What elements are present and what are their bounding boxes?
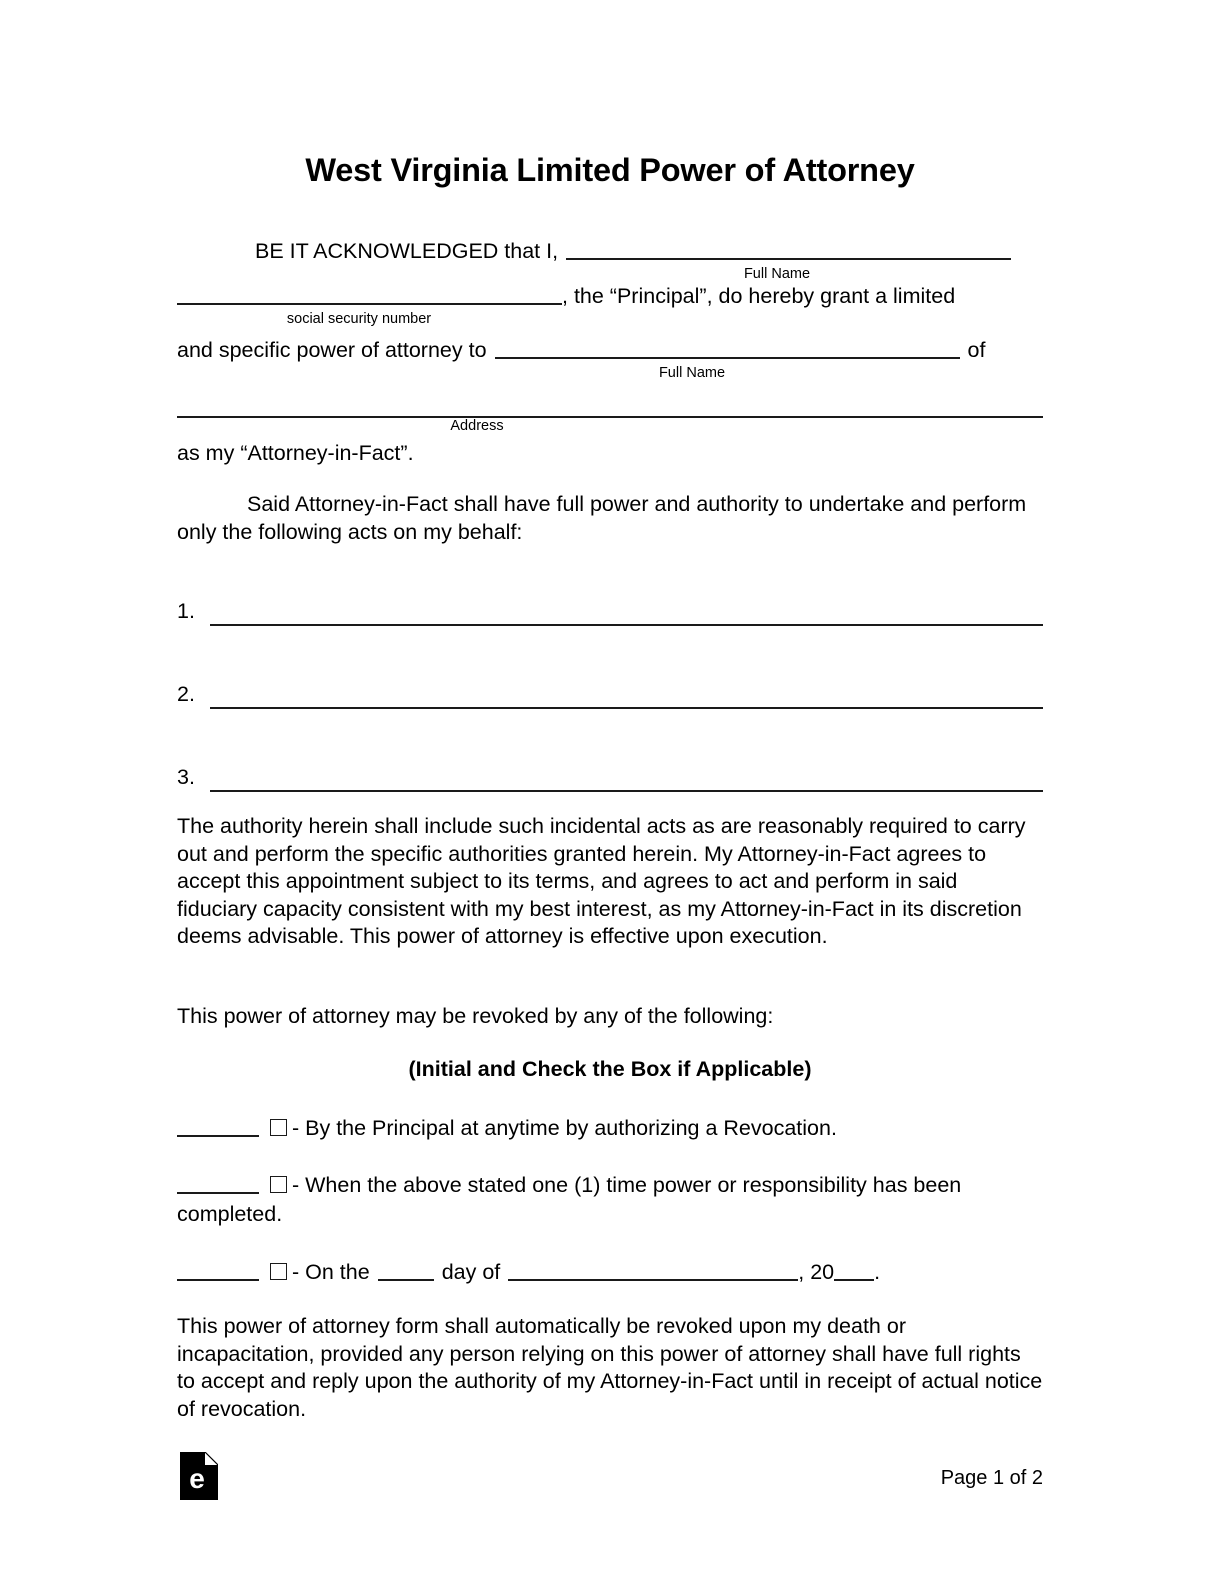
eforms-logo-icon bbox=[180, 1452, 218, 1500]
revocation-option-3-year-prefix: , 20 bbox=[798, 1260, 835, 1284]
page-number-label: Page 1 of 2 bbox=[940, 1467, 1043, 1489]
address-section bbox=[177, 402, 1043, 468]
checkbox-icon-option-2[interactable] bbox=[270, 1176, 287, 1193]
ssn-field[interactable] bbox=[177, 283, 562, 305]
act-field-1[interactable] bbox=[210, 602, 1043, 626]
revocation-intro-text: This power of attorney may be revoked by any of the following: bbox=[177, 1004, 774, 1028]
grant-trailing-text: of bbox=[967, 338, 986, 362]
page-title: West Virginia Limited Power of Attorney bbox=[305, 152, 915, 188]
auto-revocation-section bbox=[177, 1313, 1043, 1423]
act-number-3: 3. bbox=[177, 765, 195, 789]
act-line-3 bbox=[177, 764, 1043, 792]
revocation-option-3-mid: day of bbox=[441, 1260, 501, 1284]
initial-check-heading: (Initial and Check the Box if Applicable) bbox=[408, 1057, 812, 1081]
act-number-2: 2. bbox=[177, 682, 195, 706]
revocation-intro-section bbox=[177, 1003, 1043, 1031]
eforms-logo-letter: e bbox=[189, 1463, 205, 1494]
acknowledgement-section bbox=[177, 238, 1043, 282]
attorney-in-fact-text: as my “Attorney-in-Fact”. bbox=[177, 441, 414, 465]
acknowledgement-line bbox=[177, 238, 1043, 266]
caption-social-security-number: social security number bbox=[286, 310, 432, 327]
revocation-option-1 bbox=[177, 1114, 1043, 1143]
caption-full-name-principal: Full Name bbox=[743, 265, 811, 282]
act-field-2[interactable] bbox=[210, 685, 1043, 709]
checkbox-icon-option-3[interactable] bbox=[270, 1263, 287, 1280]
page-footer bbox=[177, 1448, 1043, 1508]
document-content bbox=[177, 0, 1043, 1494]
principal-trailing-text: , the “Principal”, do hereby grant a limited bbox=[562, 284, 956, 308]
initials-field-1[interactable] bbox=[177, 1115, 259, 1137]
attorney-in-fact-name-field[interactable] bbox=[495, 337, 960, 359]
said-attorney-paragraph bbox=[177, 491, 1043, 546]
act-field-3[interactable] bbox=[210, 768, 1043, 792]
initials-field-3[interactable] bbox=[177, 1259, 259, 1281]
authority-paragraph: The authority herein shall include such incidental acts as are reasonably required to carry out and perform the specific authorities granted herein. My Attorney-in-Fact agrees to accept this appointment subject to its terms, and agrees to act and perform in said fiduciary capacity consistent with my best interest, as my Attorney-in-Fact in its discretion deems advisable. This power of attorney is effective upon execution. bbox=[177, 814, 1026, 948]
caption-full-name-agent: Full Name bbox=[658, 364, 726, 381]
acknowledgement-lead-text: BE IT ACKNOWLEDGED that I, bbox=[255, 239, 559, 263]
revocation-option-3 bbox=[177, 1258, 1043, 1287]
ssn-line bbox=[177, 283, 1043, 311]
auto-revocation-paragraph: This power of attorney form shall automatically be revoked upon my death or incapacitation, provided any person relying on this power of attorney shall have full rights to accept and reply upon the authority of my Attorney-in-Fact until in receipt of actual notice of revocation. bbox=[177, 1314, 1043, 1421]
revocation-year-field[interactable] bbox=[834, 1259, 874, 1281]
act-line-2 bbox=[177, 681, 1043, 709]
revocation-month-field[interactable] bbox=[508, 1259, 798, 1281]
address-field[interactable] bbox=[177, 402, 1043, 418]
ssn-section bbox=[177, 283, 1043, 327]
initials-field-2[interactable] bbox=[177, 1172, 259, 1194]
grant-lead-text: and specific power of attorney to bbox=[177, 338, 487, 362]
authority-section bbox=[177, 813, 1043, 951]
caption-address: Address bbox=[450, 418, 504, 434]
said-attorney-paragraph-text: Said Attorney-in-Fact shall have full power and authority to undertake and perform only the following acts on my behalf: bbox=[177, 492, 1027, 544]
said-attorney-section bbox=[177, 491, 1043, 546]
act-number-1: 1. bbox=[177, 599, 195, 623]
checkbox-icon-option-1[interactable] bbox=[270, 1119, 287, 1136]
revocation-option-3-suffix: . bbox=[874, 1260, 881, 1284]
revocation-option-2-text: - When the above stated one (1) time power or responsibility has been completed. bbox=[177, 1173, 962, 1226]
revocation-day-field[interactable] bbox=[378, 1259, 434, 1281]
revocation-option-3-prefix: - On the bbox=[292, 1260, 370, 1284]
principal-full-name-field[interactable] bbox=[566, 238, 1011, 260]
revocation-option-1-text: - By the Principal at anytime by authorizing a Revocation. bbox=[292, 1116, 837, 1140]
act-line-1 bbox=[177, 598, 1043, 626]
grant-line bbox=[177, 337, 1043, 365]
revocation-option-2 bbox=[177, 1171, 1043, 1228]
grant-section bbox=[177, 337, 1043, 381]
